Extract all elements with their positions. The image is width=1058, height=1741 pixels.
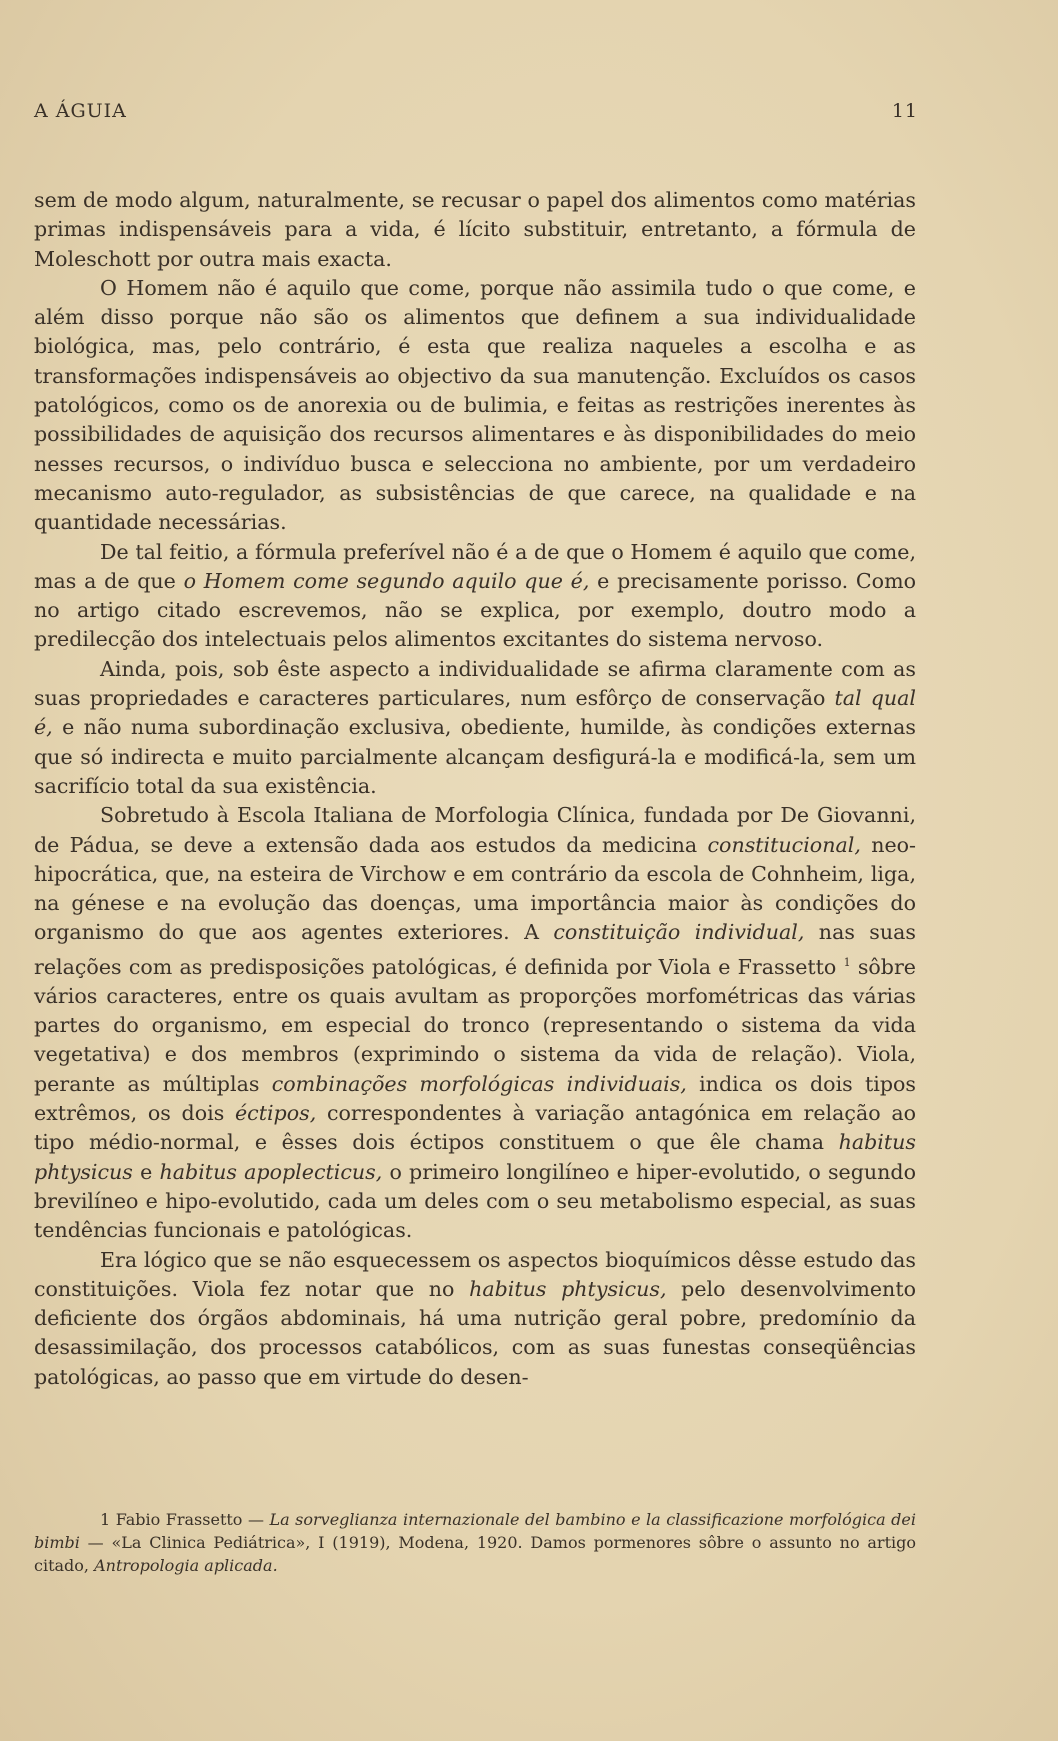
text-run: — «La Clinica Pediátrica», I (1919), Modena, 1920. Damos pormenores sôbre o assunto no artigo citado, bbox=[34, 1533, 916, 1575]
text-run: Ainda, pois, sob êste aspecto a individualidade se afirma claramente com as suas propriedades e caracteres particulares, num esfôrço de conservação bbox=[34, 656, 916, 711]
running-title: A ÁGUIA bbox=[34, 100, 127, 122]
paragraph bbox=[34, 186, 916, 274]
paragraph bbox=[34, 655, 916, 801]
body-text bbox=[34, 186, 916, 1392]
italic-text: constituição individual, bbox=[553, 920, 805, 945]
italic-text: éctipos, bbox=[234, 1101, 317, 1126]
page-number: 11 bbox=[891, 100, 918, 122]
italic-text: tal qual é, bbox=[34, 686, 916, 740]
text-run: O Homem não é aquilo que come, porque não assimila tudo o que come, e além disso porque não são os alimentos que definem a sua individualidade biológica, mas, pelo contrário, é esta que realiza naqueles a escolha e as transformações indispensáveis ao objectivo da sua manutenção. Excluídos os casos patológicos, como os de anorexia ou de bulimia, e feitas as restrições inerentes às possibilidades de aquisição dos recursos alimentares e às disponibilidades do meio nesses recursos, o indivíduo busca e selecciona no ambiente, por um verdadeiro mecanismo auto-regulador, as subsistências de que carece, na qualidade e na quantidade necessárias. bbox=[34, 275, 916, 535]
paragraph bbox=[34, 538, 916, 655]
italic-text: La sorveglianza internazionale del bambino e la classificazione morfológica dei bimbi bbox=[34, 1510, 917, 1552]
italic-text: habitus phtysicus bbox=[34, 1130, 916, 1184]
text-run: nas suas relações com as predisposições patológicas, é definida por Viola e Frassetto bbox=[34, 920, 916, 979]
italic-text: constitucional, bbox=[707, 832, 861, 857]
text-run: indica os dois tipos extrêmos, os dois bbox=[34, 1071, 916, 1126]
text-run: e não numa subordinação exclusiva, obediente, humilde, às condições externas que só indirecta e muito parcialmente alcançam desfigurá-la e modificá-la, sem um sacrifício total da sua existência. bbox=[34, 715, 916, 798]
text-run: pelo desenvolvimento deficiente dos órgãos abdominais, há uma nutrição geral pobre, predomínio da desassimilação, dos processos catabólicos, com as suas funestas conseqüências patológicas, ao passo que em virtude do desen- bbox=[34, 1276, 916, 1389]
text-run: sem de modo algum, naturalmente, se recusar o papel dos alimentos como matérias primas indispensáveis para a vida, é lícito substituir, entretanto, a fórmula de Moleschott por outra mais exacta. bbox=[34, 188, 916, 271]
text-run: sôbre vários caracteres, entre os quais avultam as proporções morfométricas das várias partes do organismo, em especial do tronco (representando o sistema da vida vegetativa) e dos membros (exprimindo o sistema da vida de relação). Viola, perante as múltiplas bbox=[34, 954, 916, 1096]
text-run: correspondentes à variação antagónica em relação ao tipo médio-normal, e êsses dois éctipos constituem o que êle chama bbox=[34, 1101, 916, 1155]
text-run: De tal feitio, a fórmula preferível não é a de que o Homem é aquilo que come, mas a de que bbox=[34, 539, 916, 593]
italic-text: habitus apoplecticus, bbox=[159, 1159, 383, 1184]
text-run: e precisamente porisso. Como no artigo citado escrevemos, não se explica, por exemplo, doutro modo a predilecção dos intelectuais pelos alimentos excitantes do sistema nervoso. bbox=[34, 568, 917, 652]
italic-text: habitus phtysicus, bbox=[469, 1276, 667, 1301]
footnote bbox=[34, 1508, 916, 1577]
italic-text: combinações morfológicas individuais, bbox=[271, 1071, 687, 1096]
text-run: Era lógico que se não esquecessem os aspectos bioquímicos dêsse estudo das constituições. Viola fez notar que no bbox=[34, 1247, 916, 1301]
italic-text: o Homem come segundo aquilo que é, bbox=[183, 568, 590, 593]
italic-text: Antropologia aplicada. bbox=[94, 1556, 278, 1575]
running-header bbox=[34, 100, 918, 122]
text-run: neo-hipocrática, que, na esteira de Virchow e em contrário da escola de Cohnheim, liga, na génese e na evolução das doenças, uma importância maior às condições do organismo do que aos agentes exteriores. A bbox=[34, 832, 916, 945]
text-run: e bbox=[132, 1159, 160, 1184]
text-run: 1 Fabio Frassetto — bbox=[100, 1510, 270, 1529]
paragraph bbox=[34, 274, 916, 538]
text-run: Sobretudo à Escola Italiana de Morfologia Clínica, fundada por De Giovanni, de Pádua, se deve a extensão dada aos estudos da medicina bbox=[34, 803, 916, 857]
text-run: o primeiro longilíneo e hiper-evolutido, o segundo brevilíneo e hipo-evolutido, cada um deles com o seu metabolismo especial, as suas tendências funcionais e patológicas. bbox=[34, 1159, 916, 1243]
paragraph bbox=[34, 1246, 916, 1392]
paragraph bbox=[34, 801, 916, 1245]
footnotes bbox=[34, 1508, 916, 1577]
footnote-ref: 1 bbox=[843, 955, 851, 969]
